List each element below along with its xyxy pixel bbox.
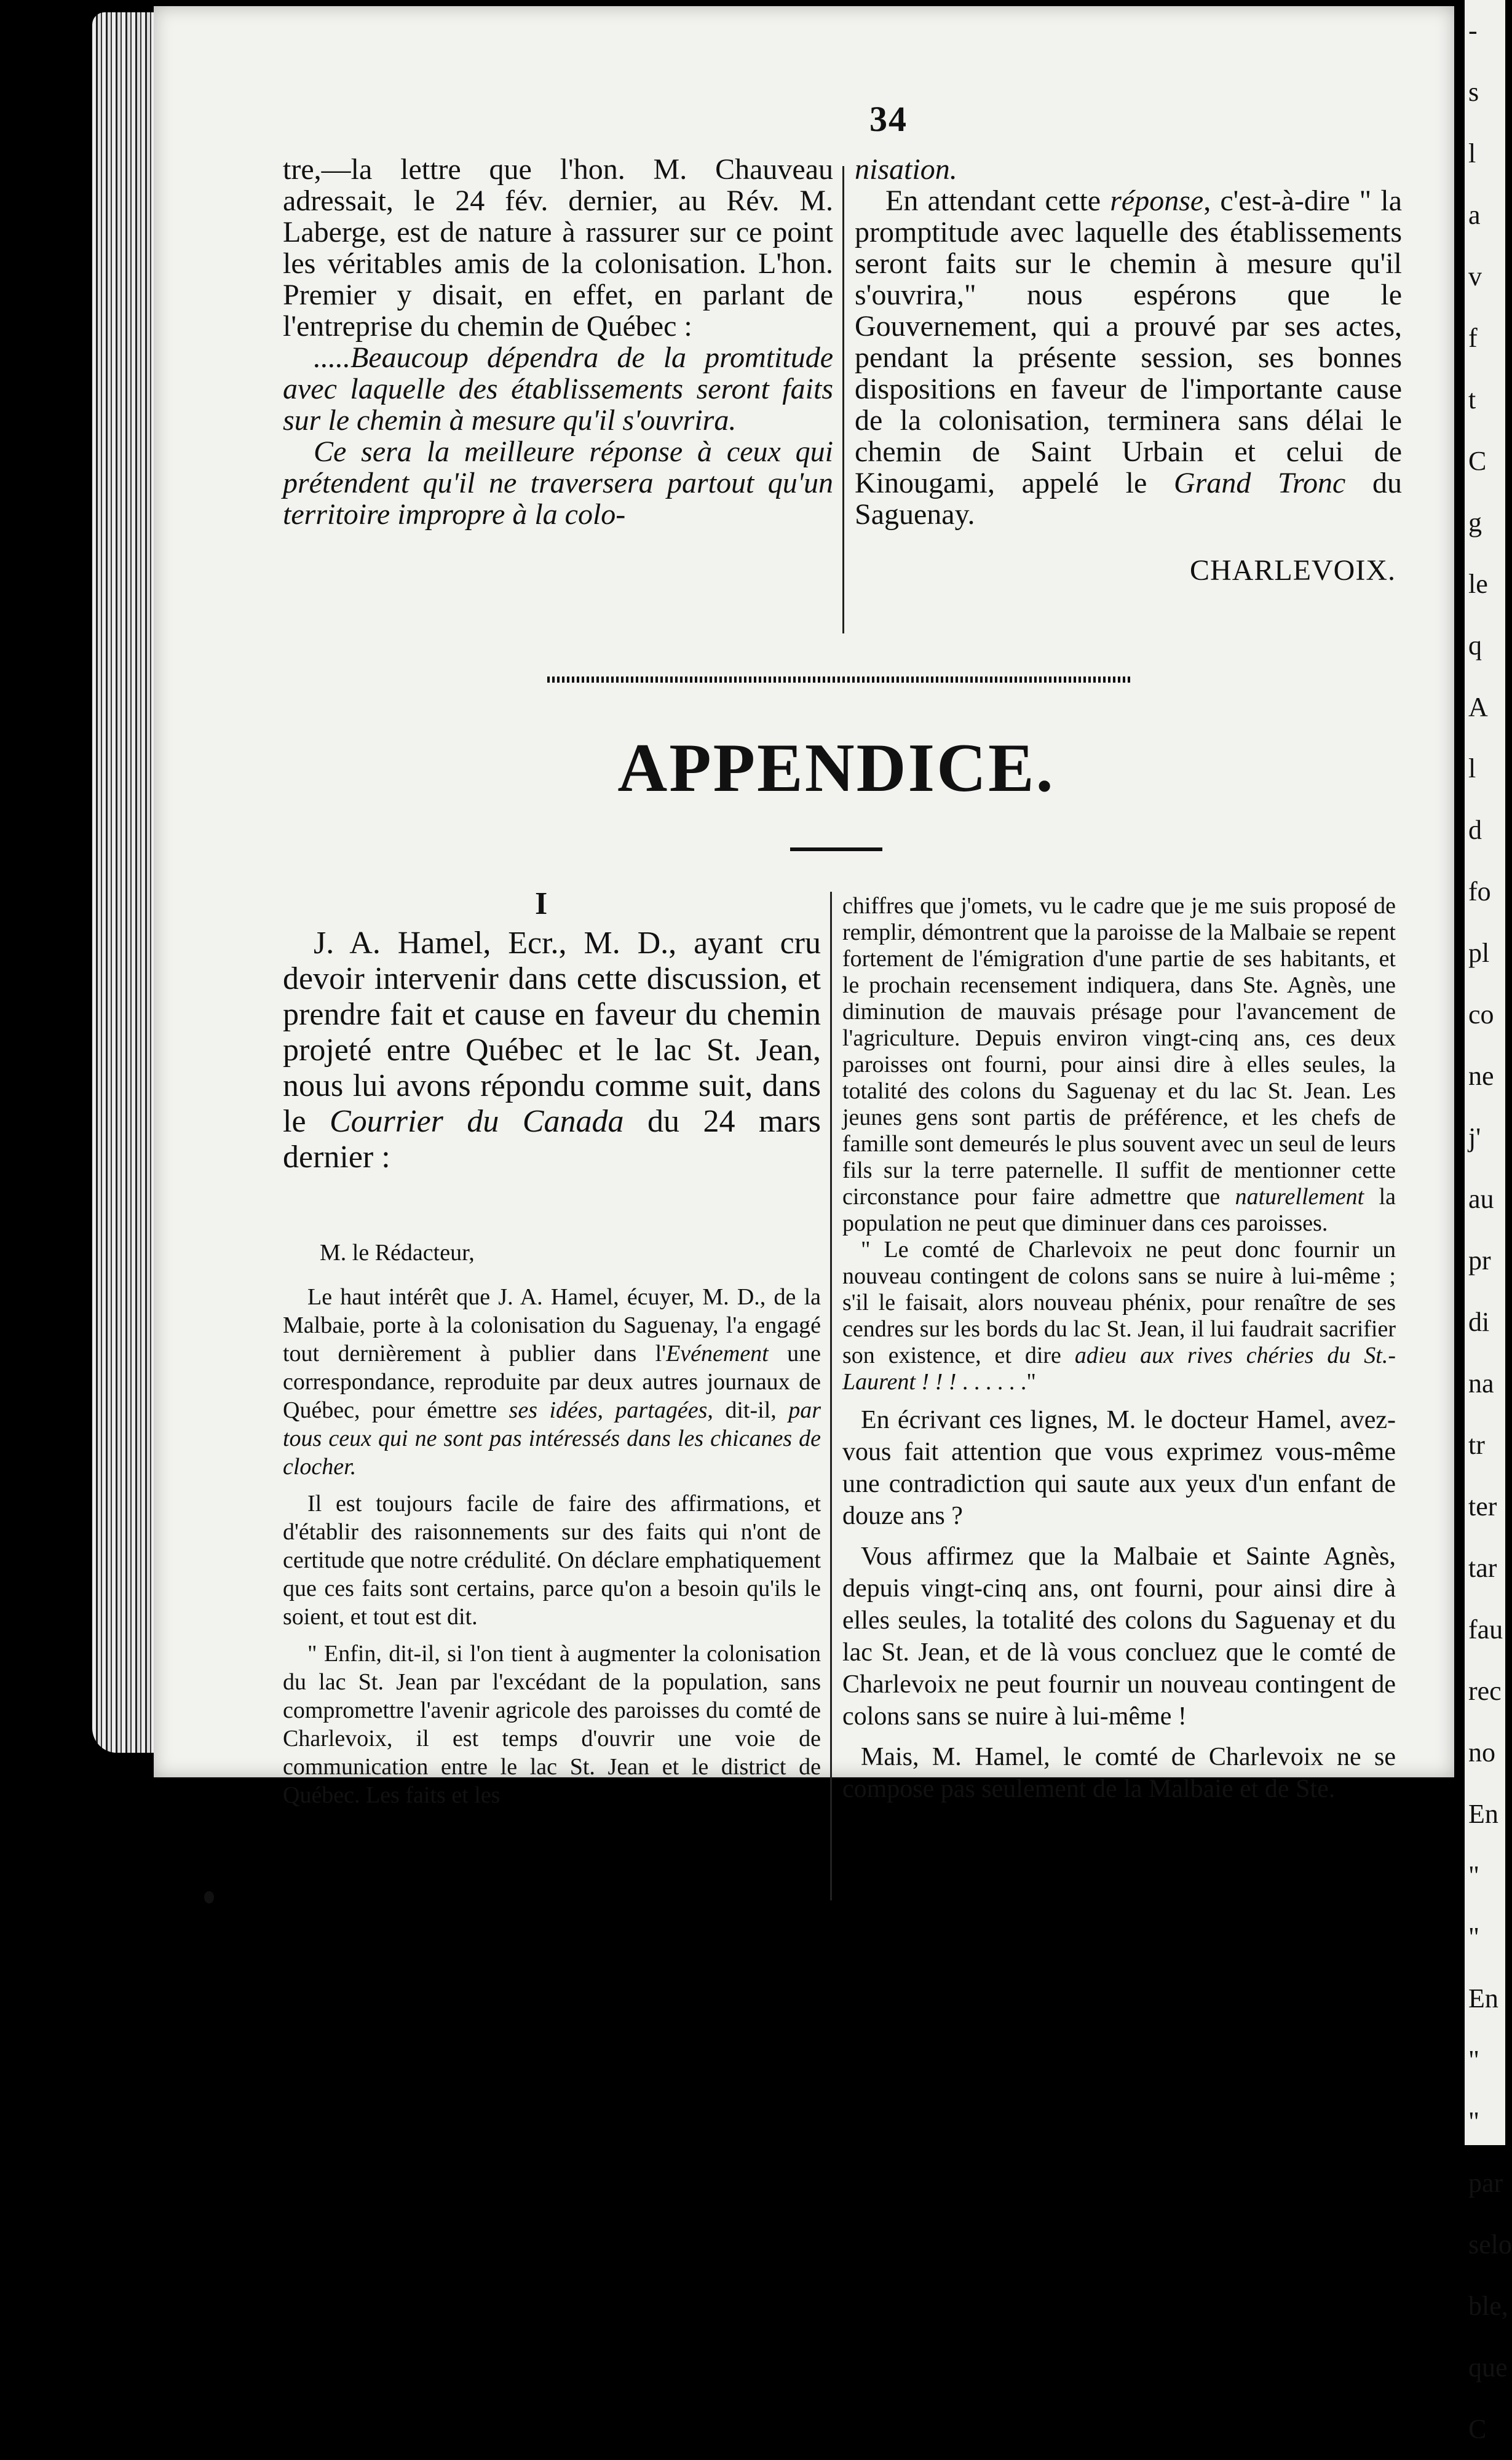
quote-paragraph: " Enfin, dit-il, si l'on tient à augmenter la colonisation du lac St. Jean par l'excédant de la population, sans compromettre l'avenir agricole des paroisses du comté de Charlevoix, il est temps d'ouvrir une voie de communication entre le lac St. Jean et le district de Québec. Les faits et les xyxy=(283,1641,821,1808)
intro-paragraph: J. A. Hamel, Ecr., M. D., ayant cru devoir intervenir dans cette discussion, et prendre fait et cause en faveur du chemin projeté entre Québec et le lac St. Jean, nous lui avons répondu comme suit, dans le Courrier du Canada du 24 mars dernier : xyxy=(283,926,821,1175)
facing-page-fragment xyxy=(1465,0,1512,2444)
facing-page-fragment-line: d xyxy=(1468,815,1482,845)
paragraph: Le haut intérêt que J. A. Hamel, écuyer, M. D., de la Malbaie, porte à la colonisation du Saguenay, l'a engagé tout dernièrement à publier dans l'Evénement une correspondance, reproduite par deux autres journaux de Québec, pour émettre ses idées, partagées, dit-il, par tous ceux qui ne sont pas intéressés dans les chicanes de clocher. xyxy=(283,1284,821,1480)
facing-page-fragment-line: pr xyxy=(1468,1245,1491,1276)
top-right-column xyxy=(855,154,1402,586)
quote-paragraph: .....Beaucoup dépendra de la promtitude avec laquelle des établissements seront faits sur le chemin à mesure qu'il s'ouvrira. xyxy=(283,341,833,437)
paragraph: En écrivant ces lignes, M. le docteur Hamel, avez-vous fait attention que vous exprimez vous-même une contradiction qui saute aux yeux d'un enfant de douze ans ? xyxy=(842,1406,1396,1530)
facing-page-fragment-line: fau xyxy=(1468,1614,1503,1645)
facing-page-fragment-line: s xyxy=(1468,77,1479,107)
facing-page-fragment-line: C xyxy=(1468,446,1487,476)
quote-paragraph: " Le comté de Charlevoix ne peut donc fournir un nouveau contingent de colons sans se nuire à lui-même ; s'il le faisait, alors nouveau phénix, pour renaître de ses cendres sur les bords du lac St. Jean, il lui faudrait sacrifier son existence, et dire adieu aux rives chéries du St.-Laurent ! ! ! . . . . . ." xyxy=(842,1237,1396,1395)
facing-page-fragment-line: f xyxy=(1468,323,1478,353)
bottom-right-column xyxy=(842,893,1396,1805)
facing-page-fragment-line: di xyxy=(1468,1307,1490,1337)
facing-page-fragment-line: A xyxy=(1468,692,1488,722)
facing-page-fragment-line: le xyxy=(1468,569,1488,599)
facing-page-fragment-line: v xyxy=(1468,261,1482,292)
appendix-title: APPENDICE. xyxy=(617,730,1055,806)
facing-page-fragment-line: l xyxy=(1468,753,1476,784)
facing-page-fragment-line: a xyxy=(1468,200,1481,230)
facing-page-fragment-line: " xyxy=(1468,1922,1479,1952)
facing-page-fragment-line: co xyxy=(1468,999,1494,1030)
facing-page-fragment-line: t xyxy=(1468,384,1476,415)
facing-page-fragment-line: g xyxy=(1468,507,1482,538)
paragraph: chiffres que j'omets, vu le cadre que je me suis proposé de remplir, démontrent que la paroisse de la Malbaie se repent fortement de l'émigration d'une partie de ses habitants, et le prochain recensement indiquera, dans Ste. Agnès, une diminution de mauvais présage pour l'avancement de l'agriculture. Depuis environ vingt-cinq ans, ces deux paroisses ont fourni, pour ainsi dire à elles seules, la totalité des colons du Saguenay et du lac St. Jean. Les jeunes gens sont partis de préférence, et les chefs de famille sont demeurés le plus souvent avec un seul de leurs fils sur la terre paternelle. Il suffit de mentionner cette circonstance pour faire admettre que naturellement la population ne peut que diminuer dans ces paroisses. xyxy=(842,893,1396,1236)
continued-word: nisation. xyxy=(855,153,957,186)
salutation: M. le Rédacteur, xyxy=(320,1240,475,1266)
facing-page-fragment-line: q xyxy=(1468,630,1482,661)
facing-page-fragment-line: - xyxy=(1468,15,1478,46)
facing-page-fragment-line: na xyxy=(1468,1368,1494,1399)
facing-page-fragment-line: que xyxy=(1468,2352,1508,2383)
facing-page-fragment-line: En xyxy=(1468,1799,1498,1829)
page-number: 34 xyxy=(869,99,908,139)
ink-spot xyxy=(204,1891,214,1903)
facing-page-fragment-line: " xyxy=(1468,1860,1479,1891)
title-rule xyxy=(790,847,882,851)
bottom-left-intro xyxy=(283,926,821,1175)
facing-page-fragment-line: par xyxy=(1468,2168,1503,2198)
facing-page-fragment-line: pl xyxy=(1468,938,1490,968)
facing-page-fragment-line: En xyxy=(1468,1983,1498,2014)
facing-page-fragment-line: ne xyxy=(1468,1061,1494,1091)
facing-page-fragment-line: au xyxy=(1468,1184,1494,1214)
facing-page-fragment-line: ble, xyxy=(1468,2291,1508,2321)
signature: CHARLEVOIX. xyxy=(1190,554,1396,587)
bottom-left-letter xyxy=(283,1230,821,1809)
facing-page-fragment-line: " xyxy=(1468,2045,1479,2075)
paragraph: Il est toujours facile de faire des affirmations, et d'établir des raisonnements sur des faits qui n'ont de certitude que notre crédulité. On déclare emphatiquement que ces faits sont certains, parce qu'on a besoin qu'ils le soient, et tout est dit. xyxy=(283,1491,821,1630)
facing-page-fragment-line: " xyxy=(1468,2106,1479,2137)
facing-page-fragment-line: ter xyxy=(1468,1491,1497,1522)
facing-page-fragment-line: fo xyxy=(1468,876,1491,907)
dotted-divider xyxy=(547,676,1131,683)
quote-paragraph: Ce sera la meilleure réponse à ceux qui prétendent qu'il ne traversera partout qu'un territoire impropre à la colo- xyxy=(283,435,833,531)
section-number: I xyxy=(535,886,548,921)
facing-page-fragment-line: no xyxy=(1468,1737,1495,1768)
facing-page-fragment-line: C xyxy=(1468,2414,1487,2444)
facing-page-fragment-line: l xyxy=(1468,138,1476,169)
facing-page-fragment-line: tr xyxy=(1468,1430,1485,1460)
facing-page-fragment-line: selo xyxy=(1468,2229,1512,2260)
facing-page-fragment-line: rec xyxy=(1468,1676,1502,1706)
facing-page-fragment-line: j' xyxy=(1468,1122,1481,1153)
paragraph: En attendant cette réponse, c'est-à-dire " la promptitude avec laquelle des établissements seront faits sur le chemin à mesure qu'il s'ouvrira," nous espérons que le Gouvernement, qui a prouvé par ses actes, pendant la présente session, ses bonnes dispositions en faveur de l'importante cause de la colonisation, terminera sans délai le chemin de Saint Urbain et celui de Kinougami, appelé le Grand Tronc du Saguenay. xyxy=(855,184,1403,531)
column-divider xyxy=(830,892,832,1900)
paragraph: tre,—la lettre que l'hon. M. Chauveau adressait, le 24 fév. dernier, au Rév. M. Laberge, est de nature à rassurer sur ce point les véritables amis de la colonisation. L'hon. Premier y disait, en effet, en parlant de l'entreprise du chemin de Québec : xyxy=(283,153,833,343)
facing-page-fragment-line: tar xyxy=(1468,1553,1497,1583)
paragraph: Vous affirmez que la Malbaie et Sainte Agnès, depuis vingt-cinq ans, ont fourni, pour ainsi dire à elles seules, la totalité des colons du Saguenay et du lac St. Jean, et de là vous concluez que le comté de Charlevoix ne peut fournir un nouveau contingent de colons sans se nuire à lui-même ! xyxy=(842,1542,1396,1731)
top-left-column xyxy=(283,154,833,530)
column-divider xyxy=(842,166,844,633)
paragraph: Mais, M. Hamel, le comté de Charlevoix ne se compose pas seulement de la Malbaie et de Ste. xyxy=(842,1743,1396,1803)
